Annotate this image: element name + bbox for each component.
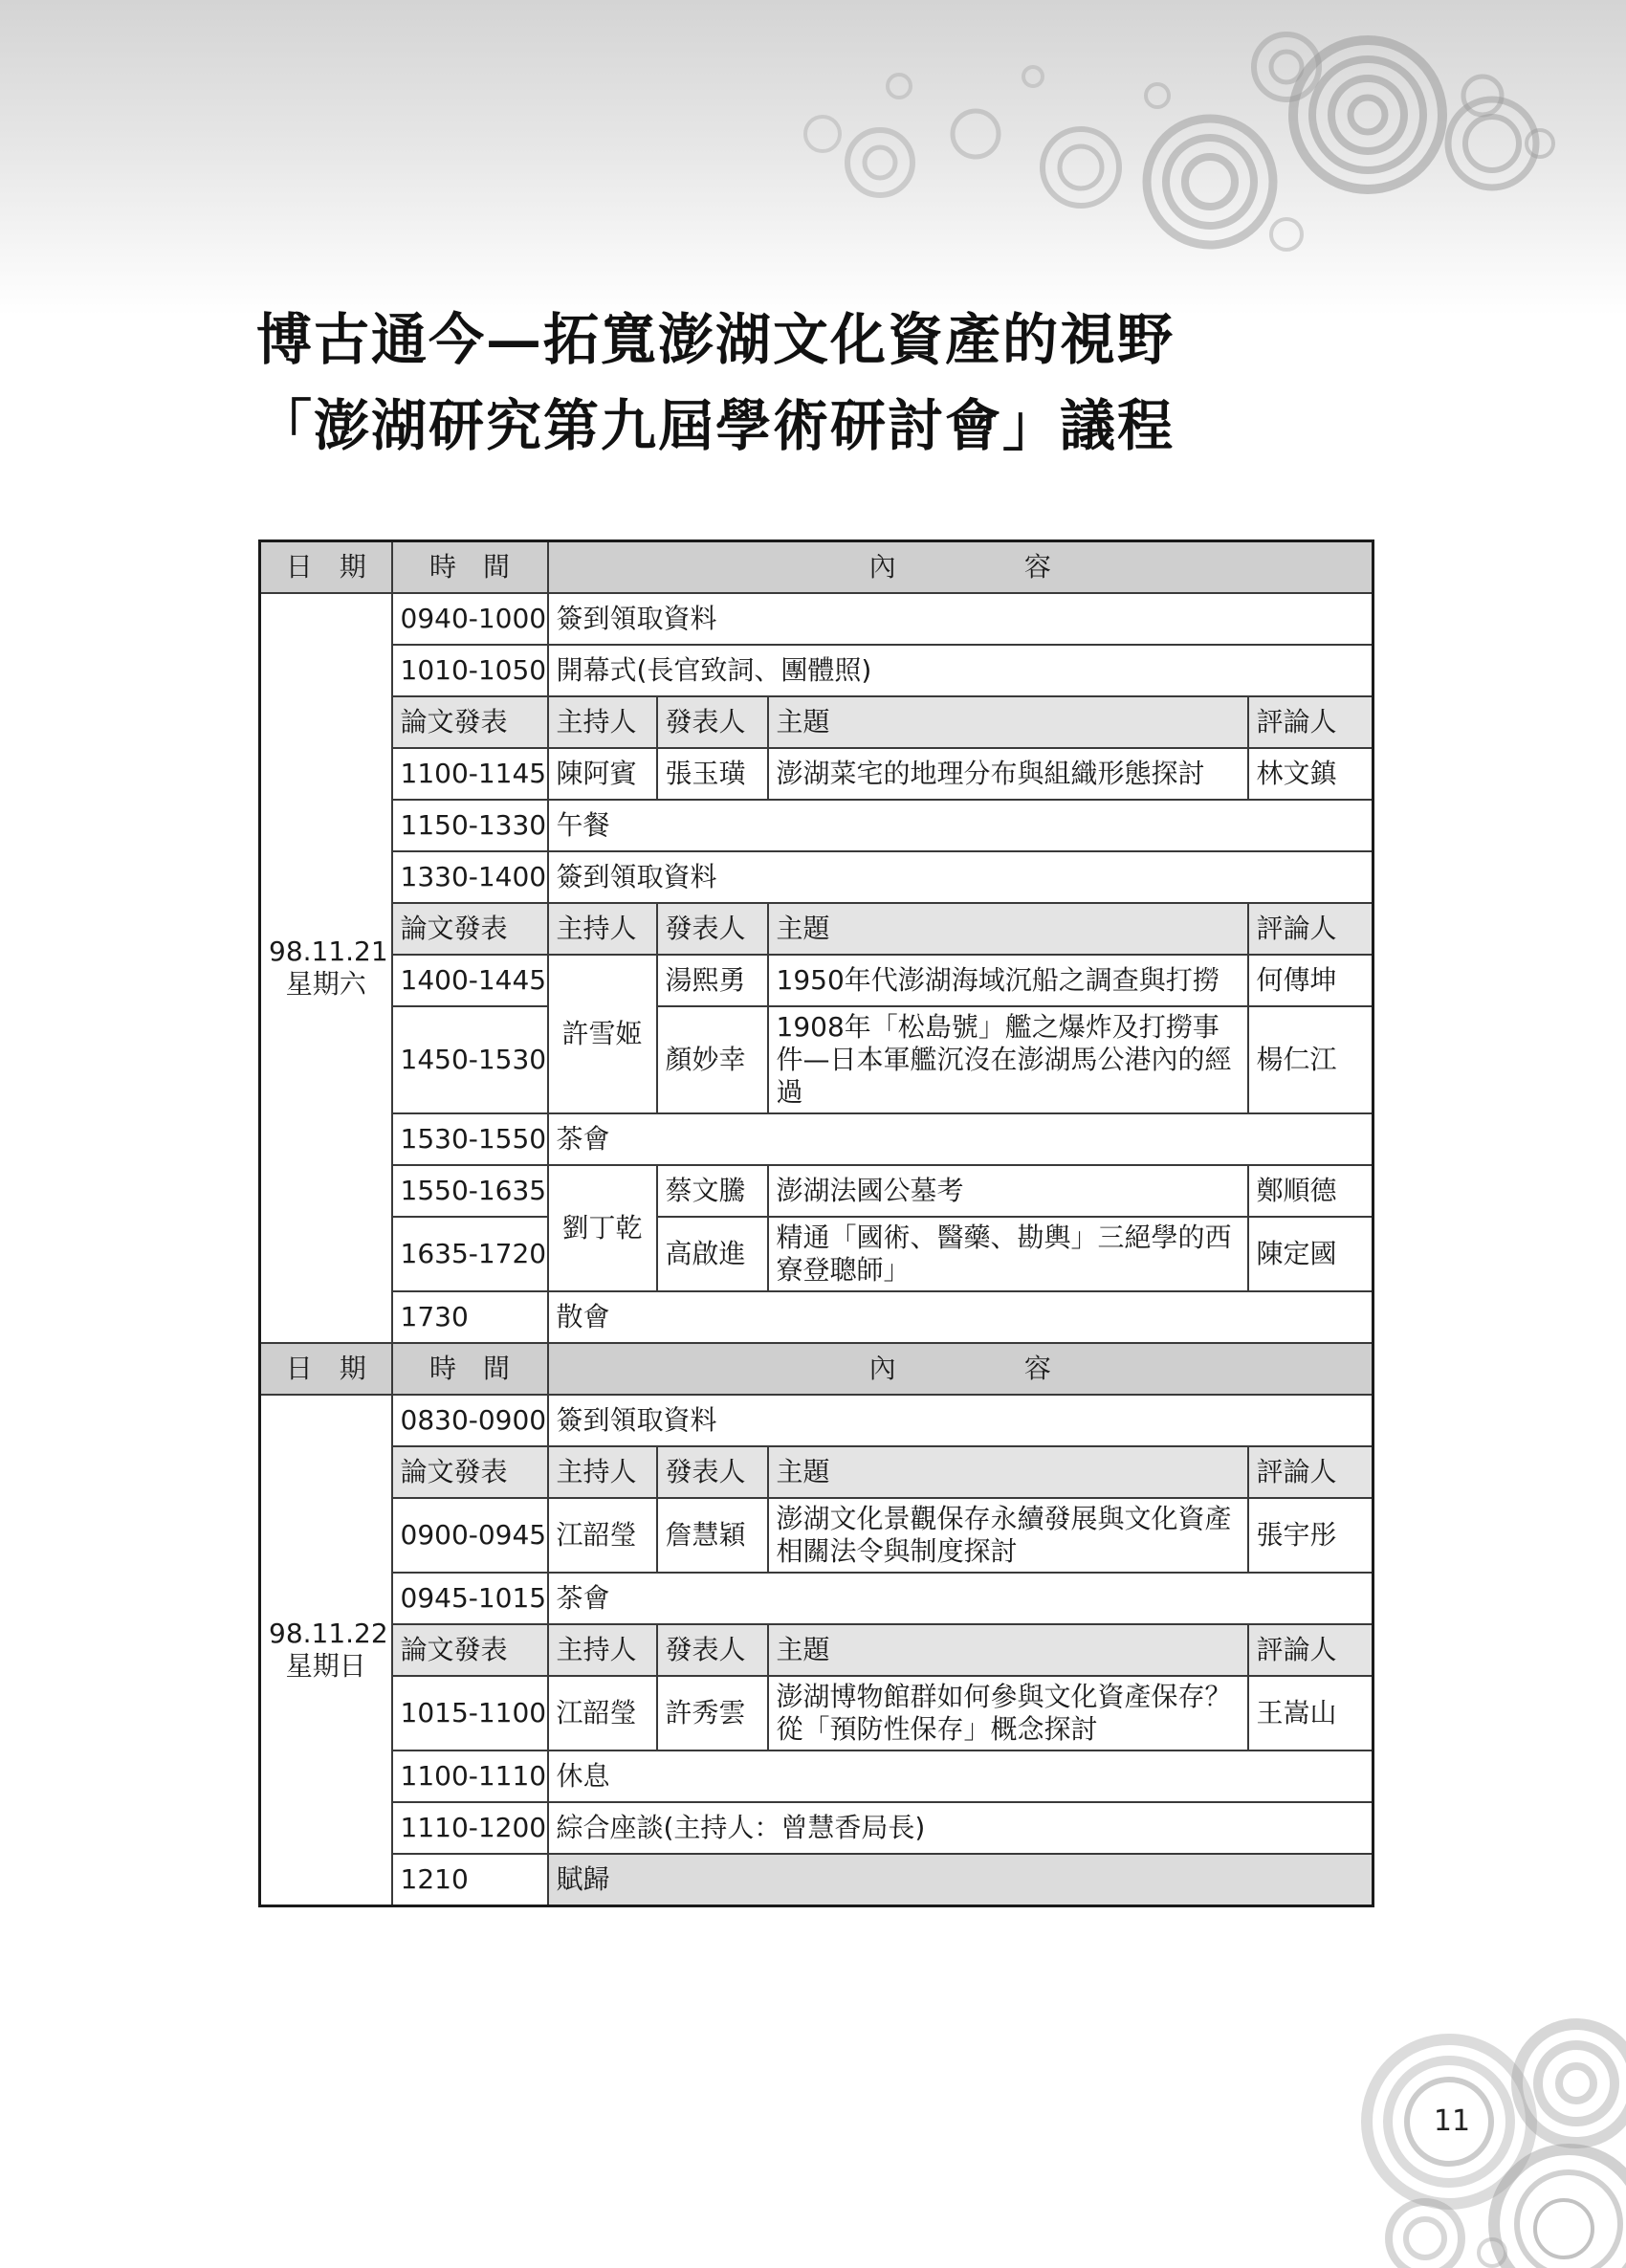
topic-cell: 1908年「松島號」艦之爆炸及打撈事件—日本軍艦沉沒在澎湖馬公港內的經過 <box>768 1006 1248 1113</box>
header-content-b: 容 <box>1023 551 1051 583</box>
commentator-cell: 楊仁江 <box>1248 1006 1373 1113</box>
item-cell: 賦歸 <box>548 1854 1373 1906</box>
time-cell: 1730 <box>392 1291 548 1343</box>
presenter-cell: 詹慧穎 <box>657 1498 768 1573</box>
header-time: 時 間 <box>392 541 548 594</box>
day2-date: 98.11.22 <box>269 1618 388 1649</box>
table-row <box>260 1113 1373 1165</box>
time-cell: 1400-1445 <box>392 955 548 1006</box>
item-cell: 綜合座談(主持人：曾慧香局長) <box>548 1802 1373 1854</box>
table-row <box>260 1676 1373 1751</box>
presenter-header: 發表人 <box>657 696 768 748</box>
host-cell: 許雪姬 <box>548 955 657 1113</box>
time-cell: 0945-1015 <box>392 1573 548 1624</box>
item-cell: 簽到領取資料 <box>548 1395 1373 1446</box>
presenter-header: 發表人 <box>657 1624 768 1676</box>
commentator-header: 評論人 <box>1248 1624 1373 1676</box>
item-cell: 茶會 <box>548 1573 1373 1624</box>
table-header-row <box>260 1343 1373 1395</box>
page-number: 11 <box>1433 2104 1471 2138</box>
day1-weekday: 星期六 <box>285 968 366 1000</box>
presenter-header: 發表人 <box>657 1446 768 1498</box>
host-header: 主持人 <box>548 903 657 955</box>
commentator-cell: 王嵩山 <box>1248 1676 1373 1751</box>
table-row <box>260 1573 1373 1624</box>
topic-cell: 澎湖文化景觀保存永續發展與文化資產相關法令與制度探討 <box>768 1498 1248 1573</box>
host-cell: 劉丁乾 <box>548 1165 657 1291</box>
presenter-cell: 顏妙幸 <box>657 1006 768 1113</box>
commentator-cell: 林文鎮 <box>1248 748 1373 800</box>
time-cell: 1150-1330 <box>392 800 548 851</box>
topic-header: 主題 <box>768 1446 1248 1498</box>
item-cell: 簽到領取資料 <box>548 593 1373 645</box>
agenda-table <box>258 539 1374 1907</box>
table-row <box>260 1291 1373 1343</box>
header-date: 日 期 <box>260 1343 392 1395</box>
time-cell: 0940-1000 <box>392 593 548 645</box>
table-row <box>260 593 1373 645</box>
table-row <box>260 851 1373 903</box>
host-header: 主持人 <box>548 1446 657 1498</box>
day1-date-cell <box>260 593 392 1343</box>
topic-cell: 澎湖菜宅的地理分布與組織形態探討 <box>768 748 1248 800</box>
host-cell: 江韶瑩 <box>548 1676 657 1751</box>
header-content <box>548 541 1373 594</box>
table-row <box>260 1006 1373 1113</box>
presenter-cell: 湯熙勇 <box>657 955 768 1006</box>
item-cell: 簽到領取資料 <box>548 851 1373 903</box>
time-cell: 1110-1200 <box>392 1802 548 1854</box>
time-cell: 1100-1145 <box>392 748 548 800</box>
time-cell: 0900-0945 <box>392 1498 548 1573</box>
presenter-cell: 張玉璜 <box>657 748 768 800</box>
time-cell: 1210 <box>392 1854 548 1906</box>
host-cell: 陳阿賓 <box>548 748 657 800</box>
presenter-cell: 蔡文騰 <box>657 1165 768 1217</box>
time-cell: 1450-1530 <box>392 1006 548 1113</box>
time-cell: 1330-1400 <box>392 851 548 903</box>
item-cell: 休息 <box>548 1751 1373 1802</box>
time-cell: 0830-0900 <box>392 1395 548 1446</box>
commentator-cell: 何傳坤 <box>1248 955 1373 1006</box>
day1-date: 98.11.21 <box>269 936 388 967</box>
session-label: 論文發表 <box>392 1446 548 1498</box>
session-header-row <box>260 1446 1373 1498</box>
topic-cell: 澎湖博物館群如何參與文化資產保存？從「預防性保存」概念探討 <box>768 1676 1248 1751</box>
item-cell: 開幕式(長官致詞、團體照) <box>548 645 1373 696</box>
day2-weekday: 星期日 <box>285 1650 366 1682</box>
time-cell: 1550-1635 <box>392 1165 548 1217</box>
header-time: 時 間 <box>392 1343 548 1395</box>
table-row <box>260 1498 1373 1573</box>
commentator-header: 評論人 <box>1248 696 1373 748</box>
header-date: 日 期 <box>260 541 392 594</box>
table-row <box>260 1165 1373 1217</box>
presenter-header: 發表人 <box>657 903 768 955</box>
table-row <box>260 1217 1373 1291</box>
table-row <box>260 645 1373 696</box>
table-row <box>260 1802 1373 1854</box>
session-header-row <box>260 696 1373 748</box>
time-cell: 1635-1720 <box>392 1217 548 1291</box>
table-row <box>260 748 1373 800</box>
topic-header: 主題 <box>768 696 1248 748</box>
header-content <box>548 1343 1373 1395</box>
presenter-cell: 高啟進 <box>657 1217 768 1291</box>
session-label: 論文發表 <box>392 903 548 955</box>
day2-date-cell <box>260 1395 392 1906</box>
item-cell: 茶會 <box>548 1113 1373 1165</box>
session-header-row <box>260 1624 1373 1676</box>
session-label: 論文發表 <box>392 1624 548 1676</box>
topic-header: 主題 <box>768 903 1248 955</box>
host-header: 主持人 <box>548 1624 657 1676</box>
commentator-header: 評論人 <box>1248 1446 1373 1498</box>
topic-cell: 精通「國術、醫藥、勘輿」三絕學的西寮登聰師」 <box>768 1217 1248 1291</box>
header-content-b: 容 <box>1023 1353 1051 1384</box>
session-label: 論文發表 <box>392 696 548 748</box>
time-cell: 1015-1100 <box>392 1676 548 1751</box>
item-cell: 午餐 <box>548 800 1373 851</box>
topic-cell: 澎湖法國公墓考 <box>768 1165 1248 1217</box>
host-cell: 江韶瑩 <box>548 1498 657 1573</box>
header-content-a: 內 <box>868 1353 896 1384</box>
commentator-cell: 陳定國 <box>1248 1217 1373 1291</box>
item-cell: 散會 <box>548 1291 1373 1343</box>
host-header: 主持人 <box>548 696 657 748</box>
commentator-header: 評論人 <box>1248 903 1373 955</box>
table-row <box>260 1395 1373 1446</box>
presenter-cell: 許秀雲 <box>657 1676 768 1751</box>
topic-header: 主題 <box>768 1624 1248 1676</box>
page-title-line-2: 「澎湖研究第九屆學術研討會」議程 <box>256 393 1176 458</box>
page-title-line-1: 博古通今—拓寬澎湖文化資產的視野 <box>256 307 1176 372</box>
time-cell: 1100-1110 <box>392 1751 548 1802</box>
time-cell: 1530-1550 <box>392 1113 548 1165</box>
commentator-cell: 鄭順德 <box>1248 1165 1373 1217</box>
topic-cell: 1950年代澎湖海域沉船之調查與打撈 <box>768 955 1248 1006</box>
commentator-cell: 張宇彤 <box>1248 1498 1373 1573</box>
table-row <box>260 800 1373 851</box>
table-row <box>260 955 1373 1006</box>
session-header-row <box>260 903 1373 955</box>
table-header-row <box>260 541 1373 594</box>
header-content-a: 內 <box>868 551 896 583</box>
table-row <box>260 1854 1373 1906</box>
table-row <box>260 1751 1373 1802</box>
time-cell: 1010-1050 <box>392 645 548 696</box>
